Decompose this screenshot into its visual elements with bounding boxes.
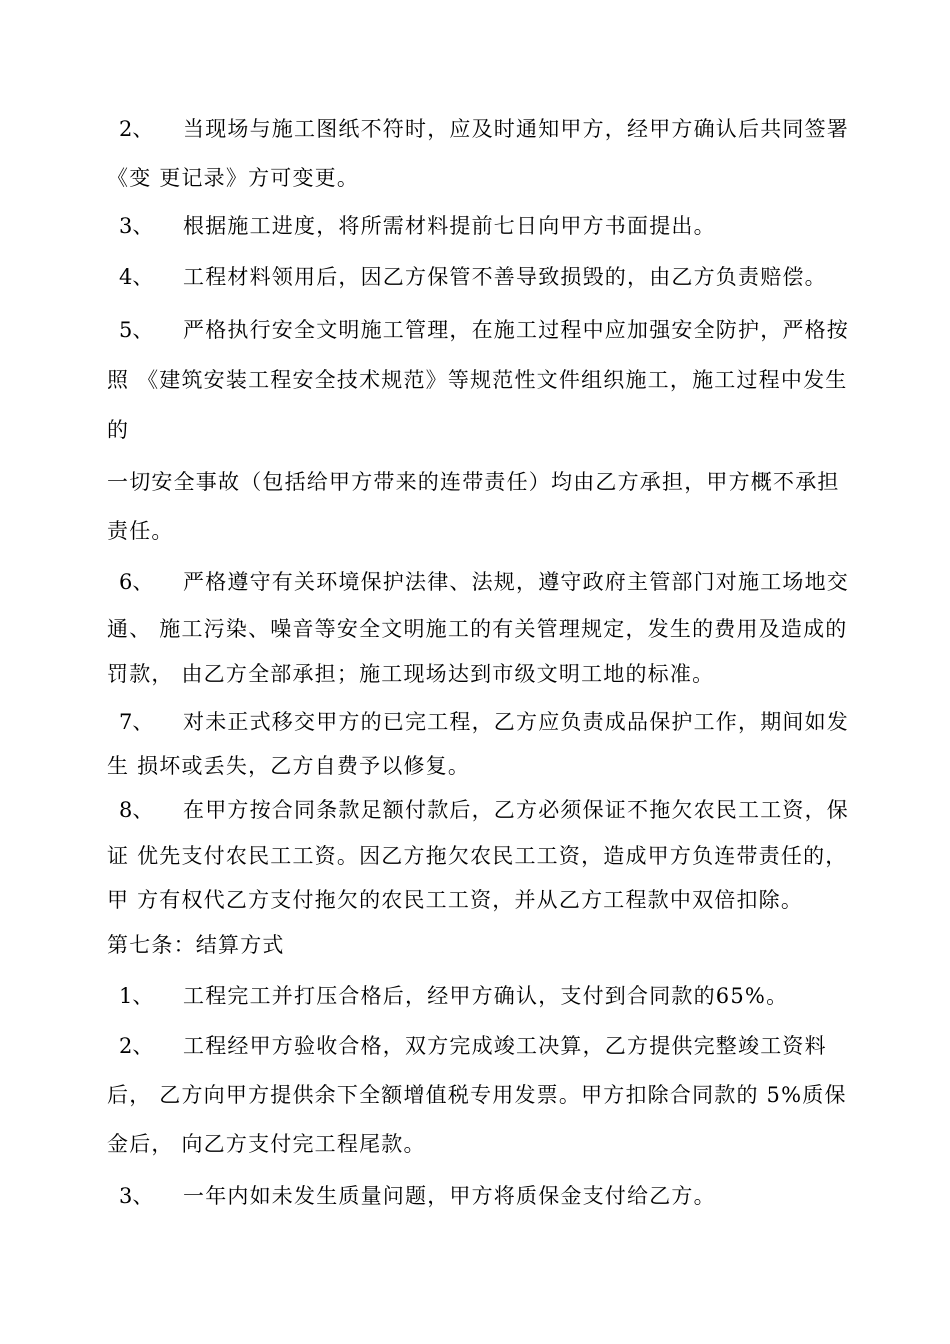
clause-number: 3、 (119, 1184, 154, 1208)
clause-text-line: 证 优先支付农民工工资。因乙方拖欠农民工工资，造成甲方负连带责任的， (107, 844, 848, 868)
clause-text-line: 当现场与施工图纸不符时，应及时通知甲方，经甲方确认后共同签署 (183, 117, 849, 141)
clause-number: 7、 (119, 710, 154, 734)
clause-text-line: 金后， 向乙方支付完工程尾款。 (107, 1132, 426, 1156)
clause-number: 8、 (119, 798, 154, 822)
clause-text-line: 后， 乙方向甲方提供余下全额增值税专用发票。甲方扣除合同款的 5%质保 (107, 1083, 847, 1107)
section-heading: 第七条：结算方式 (107, 933, 285, 957)
clause-number: 6、 (119, 570, 154, 594)
clause-number: 2、 (119, 1034, 154, 1058)
clause-text-line: 通、 施工污染、噪音等安全文明施工的有关管理规定，发生的费用及造成的 (107, 617, 848, 641)
clause-number: 4、 (119, 265, 154, 289)
clause-text-line: 《变 更记录》方可变更。 (107, 166, 360, 190)
clause-number: 5、 (119, 318, 154, 342)
clause-text-line: 罚款， 由乙方全部承担；施工现场达到市级文明工地的标准。 (107, 662, 715, 686)
clause-text-line: 甲 方有权代乙方支付拖欠的农民工工资，并从乙方工程款中双倍扣除。 (107, 888, 804, 912)
clause-text-line: 严格执行安全文明施工管理，在施工过程中应加强安全防护，严格按 (183, 318, 849, 342)
clause-text-line: 责任。 (107, 519, 174, 543)
clause-text-line: 照 《建筑安装工程安全技术规范》等规范性文件组织施工，施工过程中发生 (107, 368, 848, 392)
clause-text-line: 对未正式移交甲方的已完工程，乙方应负责成品保护工作，期间如发 (183, 710, 849, 734)
clause-text-line: 生 损坏或丢失，乙方自费予以修复。 (107, 754, 471, 778)
clause-text-line: 的 (107, 418, 130, 442)
clause-text-line: 工程完工并打压合格后，经甲方确认，支付到合同款的65%。 (183, 984, 789, 1008)
clause-text-line: 在甲方按合同条款足额付款后，乙方必须保证不拖欠农民工工资，保 (183, 798, 849, 822)
clause-number: 1、 (119, 984, 154, 1008)
clause-text-line: 一切安全事故（包括给甲方带来的连带责任）均由乙方承担，甲方概不承担 (107, 470, 840, 494)
clause-number: 2、 (119, 117, 154, 141)
clause-text-line: 工程经甲方验收合格，双方完成竣工决算，乙方提供完整竣工资料 (183, 1034, 827, 1058)
clause-text-line: 根据施工进度，将所需材料提前七日向甲方书面提出。 (183, 214, 716, 238)
clause-text-line: 一年内如未发生质量问题，甲方将质保金支付给乙方。 (183, 1184, 716, 1208)
clause-number: 3、 (119, 214, 154, 238)
clause-text-line: 严格遵守有关环境保护法律、法规，遵守政府主管部门对施工场地交 (183, 570, 849, 594)
clause-text-line: 工程材料领用后，因乙方保管不善导致损毁的，由乙方负责赔偿。 (183, 265, 827, 289)
